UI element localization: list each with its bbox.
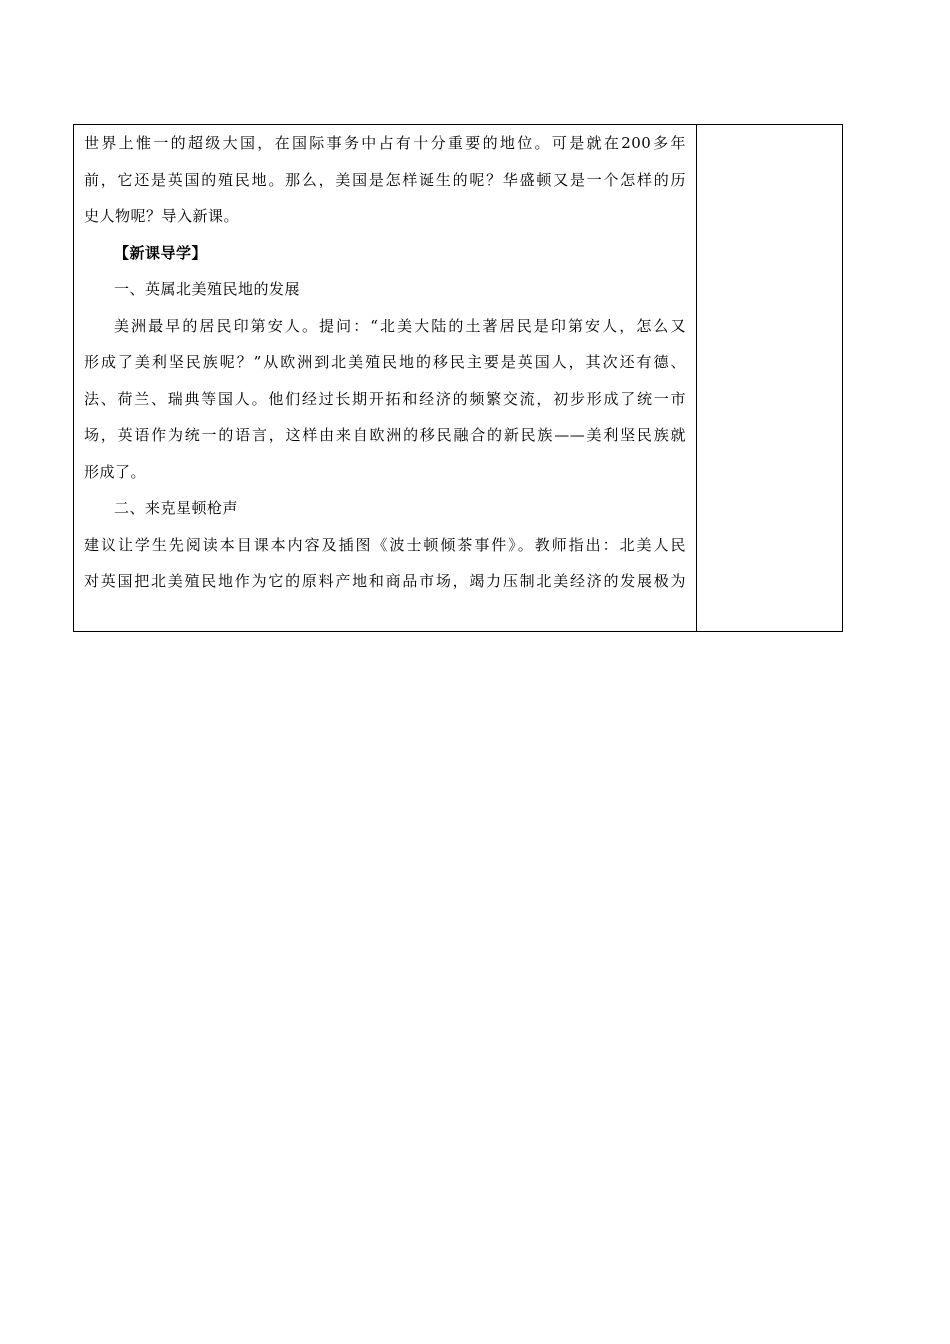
section-heading-new-lesson: 【新课导学】 xyxy=(114,243,208,262)
section-title-colony-development: 一、英属北美殖民地的发展 xyxy=(114,280,301,298)
section-title-lexington: 二、来克星顿枪声 xyxy=(114,499,239,517)
text-line: 法、荷兰、瑞典等国人。他们经过长期开拓和经济的频繁交流，初步形成了统一市 xyxy=(84,389,686,408)
lesson-content-cell xyxy=(74,125,697,631)
text-line: 形成了美利坚民族呢？”从欧洲到北美殖民地的移民主要是英国人，其次还有德、 xyxy=(84,353,686,371)
text-line: 建议让学生先阅读本目课本内容及插图《波士顿倾茶事件》。教师指出：北美人民 xyxy=(84,535,686,554)
text-line: 世界上惟一的超级大国，在国际事务中占有十分重要的地位。可是就在200多年 xyxy=(84,134,686,152)
text-line: 史人物呢？导入新课。 xyxy=(84,207,240,225)
notes-cell xyxy=(697,125,842,631)
text-line: 美洲最早的居民印第安人。提问：“北美大陆的土著居民是印第安人，怎么又 xyxy=(114,316,686,335)
text-line: 前，它还是英国的殖民地。那么，美国是怎样诞生的呢？华盛顿又是一个怎样的历 xyxy=(84,170,686,189)
lesson-table xyxy=(73,124,843,632)
text-line: 形成了。 xyxy=(84,462,147,481)
text-line: 场，英语作为统一的语言，这样由来自欧洲的移民融合的新民族——美利坚民族就 xyxy=(84,426,686,444)
text-line: 对英国把北美殖民地作为它的原料产地和商品市场，竭力压制北美经济的发展极为 xyxy=(84,572,686,590)
